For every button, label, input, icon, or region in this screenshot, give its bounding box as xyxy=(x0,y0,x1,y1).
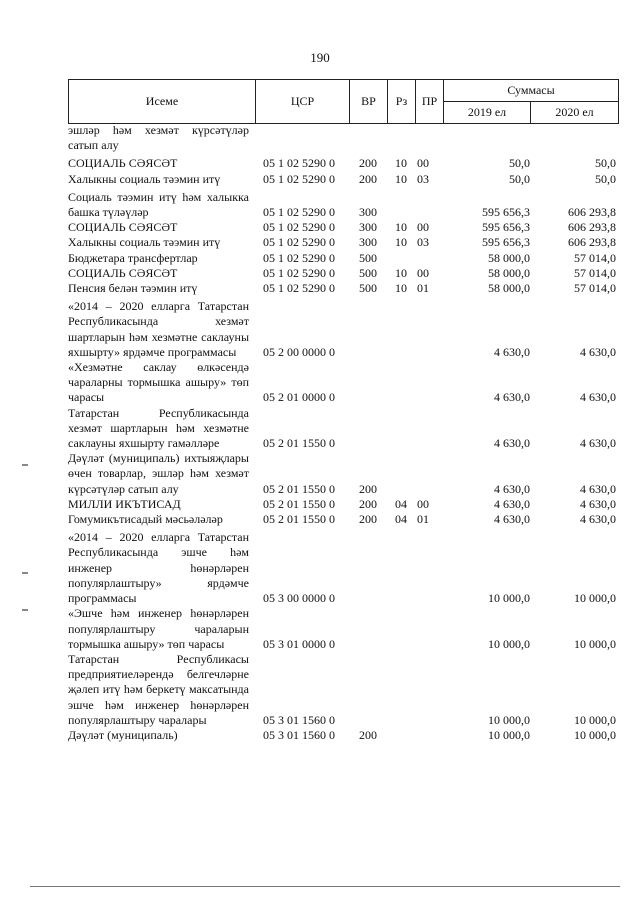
row-csr: 05 2 01 0000 0 xyxy=(263,390,335,405)
margin-mark xyxy=(22,464,28,466)
row-name: «Хезмәтне саклау өлкәсендә чараларны тормышка ашыру» төп чарасы xyxy=(68,360,249,405)
row-rz: 10 xyxy=(395,220,407,235)
row-vr: 200 xyxy=(359,171,377,186)
row-name: Гомумикътисадый мәсьәләләр xyxy=(68,512,223,527)
header-2019: 2019 ел xyxy=(444,102,531,124)
row-name: эшләр һәм хезмәт күрсәтүләр сатып алу xyxy=(68,123,249,153)
row-pr xyxy=(415,728,443,743)
row-rz xyxy=(387,451,415,497)
row-name: СОЦИАЛЬ СӘЯСӘТ xyxy=(68,265,178,280)
row-name: «2014 – 2020 елларга Татарстан Республикасында хезмәт шартларын һәм хезмәтне саклауны яхшырту» ярдәмче программасы xyxy=(68,299,249,359)
row-sum-2019: 10 000,0 xyxy=(488,591,530,606)
row-vr xyxy=(349,296,387,360)
table-row xyxy=(68,153,618,171)
row-vr: 200 xyxy=(359,512,377,527)
row-csr: 05 1 02 5290 0 xyxy=(263,250,335,265)
row-sum-2020: 57 014,0 xyxy=(574,250,616,265)
header-2020: 2020 ел xyxy=(531,102,619,124)
table-row xyxy=(68,451,618,497)
table-row xyxy=(68,606,618,652)
row-pr xyxy=(415,652,443,728)
row-rz xyxy=(387,606,415,652)
row-pr xyxy=(415,123,443,153)
row-rz xyxy=(387,123,415,153)
row-rz: 10 xyxy=(395,265,407,280)
table-row xyxy=(68,172,618,187)
row-name: Дәүләт (муниципаль) xyxy=(68,727,178,742)
row-name: МИЛЛИ ИКЪТИСАД xyxy=(68,496,181,511)
row-sum-2020: 606 293,8 xyxy=(568,205,616,220)
header-pr: ПР xyxy=(416,80,444,124)
budget-table xyxy=(68,123,618,743)
row-sum-2019: 595 656,3 xyxy=(482,235,530,250)
row-sum-2019: 10 000,0 xyxy=(488,727,530,742)
row-rz: 10 xyxy=(395,235,407,250)
row-name: «Эшче һәм инженер һөнәрләрен популярлаштыру чараларын тормышка ашыру» төп чарасы xyxy=(68,606,249,651)
row-csr: 05 3 01 1560 0 xyxy=(263,727,335,742)
row-sum-2020: 4 630,0 xyxy=(580,390,616,405)
table-row xyxy=(68,235,618,250)
row-vr xyxy=(349,406,387,452)
row-vr: 200 xyxy=(359,727,377,742)
row-csr xyxy=(255,123,349,153)
row-pr xyxy=(415,527,443,606)
row-sum-2019: 58 000,0 xyxy=(488,250,530,265)
row-vr xyxy=(349,123,387,153)
row-name: Татарстан Республикасында хезмәт шартларын һәм хезмәтне саклауны яхшырту гамәлләре xyxy=(68,405,249,451)
row-csr: 05 1 02 5290 0 xyxy=(263,205,335,220)
header-csr: ЦСР xyxy=(256,80,350,124)
row-sum-2019 xyxy=(443,123,530,153)
row-pr xyxy=(415,606,443,652)
row-vr: 300 xyxy=(359,205,377,220)
row-csr: 05 3 01 0000 0 xyxy=(263,636,335,651)
table-row xyxy=(68,512,618,527)
row-pr xyxy=(415,251,443,266)
table-row xyxy=(68,123,618,153)
row-vr: 500 xyxy=(359,281,377,296)
row-csr: 05 1 02 5290 0 xyxy=(263,220,335,235)
table-row xyxy=(68,360,618,406)
row-name: Халыкны социаль тәэмин итү xyxy=(68,171,221,186)
row-csr: 05 1 02 5290 0 xyxy=(263,281,335,296)
row-csr: 05 1 02 5290 0 xyxy=(263,156,335,171)
row-sum-2019: 58 000,0 xyxy=(488,281,530,296)
row-sum-2020: 10 000,0 xyxy=(574,712,616,727)
row-pr xyxy=(415,187,443,220)
row-name: СОЦИАЛЬ СӘЯСӘТ xyxy=(68,156,178,171)
row-vr xyxy=(349,360,387,406)
row-sum-2019: 50,0 xyxy=(509,171,530,186)
margin-mark xyxy=(22,609,28,611)
row-sum-2019: 595 656,3 xyxy=(482,205,530,220)
row-csr: 05 2 01 1550 0 xyxy=(263,496,335,511)
row-sum-2020: 50,0 xyxy=(595,171,616,186)
row-vr: 200 xyxy=(359,156,377,171)
table-header xyxy=(68,79,619,124)
row-rz: 04 xyxy=(395,496,407,511)
page-number: 190 xyxy=(310,50,330,65)
table-row xyxy=(68,281,618,296)
row-sum-2020: 4 630,0 xyxy=(580,436,616,451)
row-vr xyxy=(349,527,387,606)
row-csr: 05 1 02 5290 0 xyxy=(263,235,335,250)
row-vr: 500 xyxy=(359,250,377,265)
row-sum-2019: 4 630,0 xyxy=(494,496,530,511)
header-sums: Суммасы xyxy=(444,80,619,102)
row-pr: 00 xyxy=(417,156,429,171)
row-rz xyxy=(387,652,415,728)
table-row xyxy=(68,187,618,220)
row-csr: 05 3 00 0000 0 xyxy=(263,591,335,606)
row-rz xyxy=(387,296,415,360)
row-sum-2019: 4 630,0 xyxy=(494,436,530,451)
table-row xyxy=(68,220,618,235)
row-csr: 05 1 02 5290 0 xyxy=(263,171,335,186)
row-rz: 10 xyxy=(395,156,407,171)
row-rz xyxy=(387,527,415,606)
row-rz xyxy=(387,251,415,266)
table-row xyxy=(68,527,618,606)
row-pr: 00 xyxy=(417,496,429,511)
row-sum-2020 xyxy=(530,123,618,153)
row-rz: 10 xyxy=(395,281,407,296)
table-row xyxy=(68,266,618,281)
table-row xyxy=(68,406,618,452)
row-sum-2019: 10 000,0 xyxy=(488,712,530,727)
row-vr: 200 xyxy=(359,481,377,496)
row-name: Пенсия белән тәэмин итү xyxy=(68,281,198,296)
row-pr: 00 xyxy=(417,220,429,235)
row-rz xyxy=(387,406,415,452)
row-sum-2019: 50,0 xyxy=(509,156,530,171)
row-vr xyxy=(349,652,387,728)
row-rz xyxy=(387,360,415,406)
row-name: Халыкны социаль тәэмин итү xyxy=(68,235,221,250)
row-sum-2019: 58 000,0 xyxy=(488,265,530,280)
row-pr: 01 xyxy=(417,281,429,296)
row-vr xyxy=(349,606,387,652)
row-sum-2019: 10 000,0 xyxy=(488,636,530,651)
table-row xyxy=(68,296,618,360)
row-csr: 05 2 00 0000 0 xyxy=(263,344,335,359)
row-name: СОЦИАЛЬ СӘЯСӘТ xyxy=(68,220,178,235)
row-sum-2020: 50,0 xyxy=(595,156,616,171)
table-row xyxy=(68,497,618,512)
row-sum-2020: 57 014,0 xyxy=(574,265,616,280)
row-sum-2020: 606 293,8 xyxy=(568,235,616,250)
row-sum-2020: 4 630,0 xyxy=(580,512,616,527)
row-sum-2020: 4 630,0 xyxy=(580,344,616,359)
row-csr: 05 2 01 1550 0 xyxy=(263,512,335,527)
table-row xyxy=(68,652,618,728)
header-name: Исеме xyxy=(69,80,256,124)
row-vr: 300 xyxy=(359,235,377,250)
row-vr: 300 xyxy=(359,220,377,235)
row-sum-2019: 4 630,0 xyxy=(494,512,530,527)
row-pr xyxy=(415,451,443,497)
row-pr xyxy=(415,360,443,406)
row-rz xyxy=(387,187,415,220)
row-sum-2020: 606 293,8 xyxy=(568,220,616,235)
row-rz xyxy=(387,728,415,743)
row-sum-2019: 4 630,0 xyxy=(494,344,530,359)
row-pr: 03 xyxy=(417,171,429,186)
row-csr: 05 2 01 1550 0 xyxy=(263,481,335,496)
row-name: Дәүләт (муниципаль) ихтыяҗлары өчен товарлар, эшләр һәм хезмәт күрсәтүләр сатып алу xyxy=(68,451,249,496)
row-name: Социаль тәэмин итү һәм халыкка башка түләүләр xyxy=(68,189,249,220)
row-csr: 05 2 01 1550 0 xyxy=(263,436,335,451)
table-row xyxy=(68,251,618,266)
row-pr xyxy=(415,406,443,452)
row-csr: 05 3 01 1560 0 xyxy=(263,712,335,727)
row-name: Татарстан Республикасы предприятиеләрендә белгечләрне җәлеп итү һәм беркетү максатында эшче һәм инженер һөнәрләрен популярлаштыру чаралары xyxy=(68,651,249,727)
row-sum-2019: 595 656,3 xyxy=(482,220,530,235)
row-sum-2020: 4 630,0 xyxy=(580,481,616,496)
row-sum-2020: 4 630,0 xyxy=(580,496,616,511)
row-rz: 10 xyxy=(395,171,407,186)
row-pr: 03 xyxy=(417,235,429,250)
table-row xyxy=(68,728,618,743)
row-name: «2014 – 2020 елларга Татарстан Республикасында эшче һәм инженер һөнәрләрен популярлаштыру» ярдәмче программасы xyxy=(68,530,249,606)
row-pr xyxy=(415,296,443,360)
row-sum-2019: 4 630,0 xyxy=(494,390,530,405)
table-rows xyxy=(68,123,618,743)
row-vr: 500 xyxy=(359,265,377,280)
row-sum-2020: 10 000,0 xyxy=(574,636,616,651)
row-pr: 00 xyxy=(417,265,429,280)
row-sum-2019: 4 630,0 xyxy=(494,481,530,496)
row-sum-2020: 10 000,0 xyxy=(574,727,616,742)
row-sum-2020: 57 014,0 xyxy=(574,281,616,296)
row-vr: 200 xyxy=(359,496,377,511)
header-rz: Рз xyxy=(388,80,416,124)
margin-mark xyxy=(22,572,28,574)
row-csr: 05 1 02 5290 0 xyxy=(263,265,335,280)
header-vr: ВР xyxy=(350,80,388,124)
row-rz: 04 xyxy=(395,512,407,527)
row-name: Бюджетара трансфертлар xyxy=(68,250,198,265)
row-sum-2020: 10 000,0 xyxy=(574,591,616,606)
row-pr: 01 xyxy=(417,512,429,527)
bottom-rule xyxy=(30,886,620,887)
